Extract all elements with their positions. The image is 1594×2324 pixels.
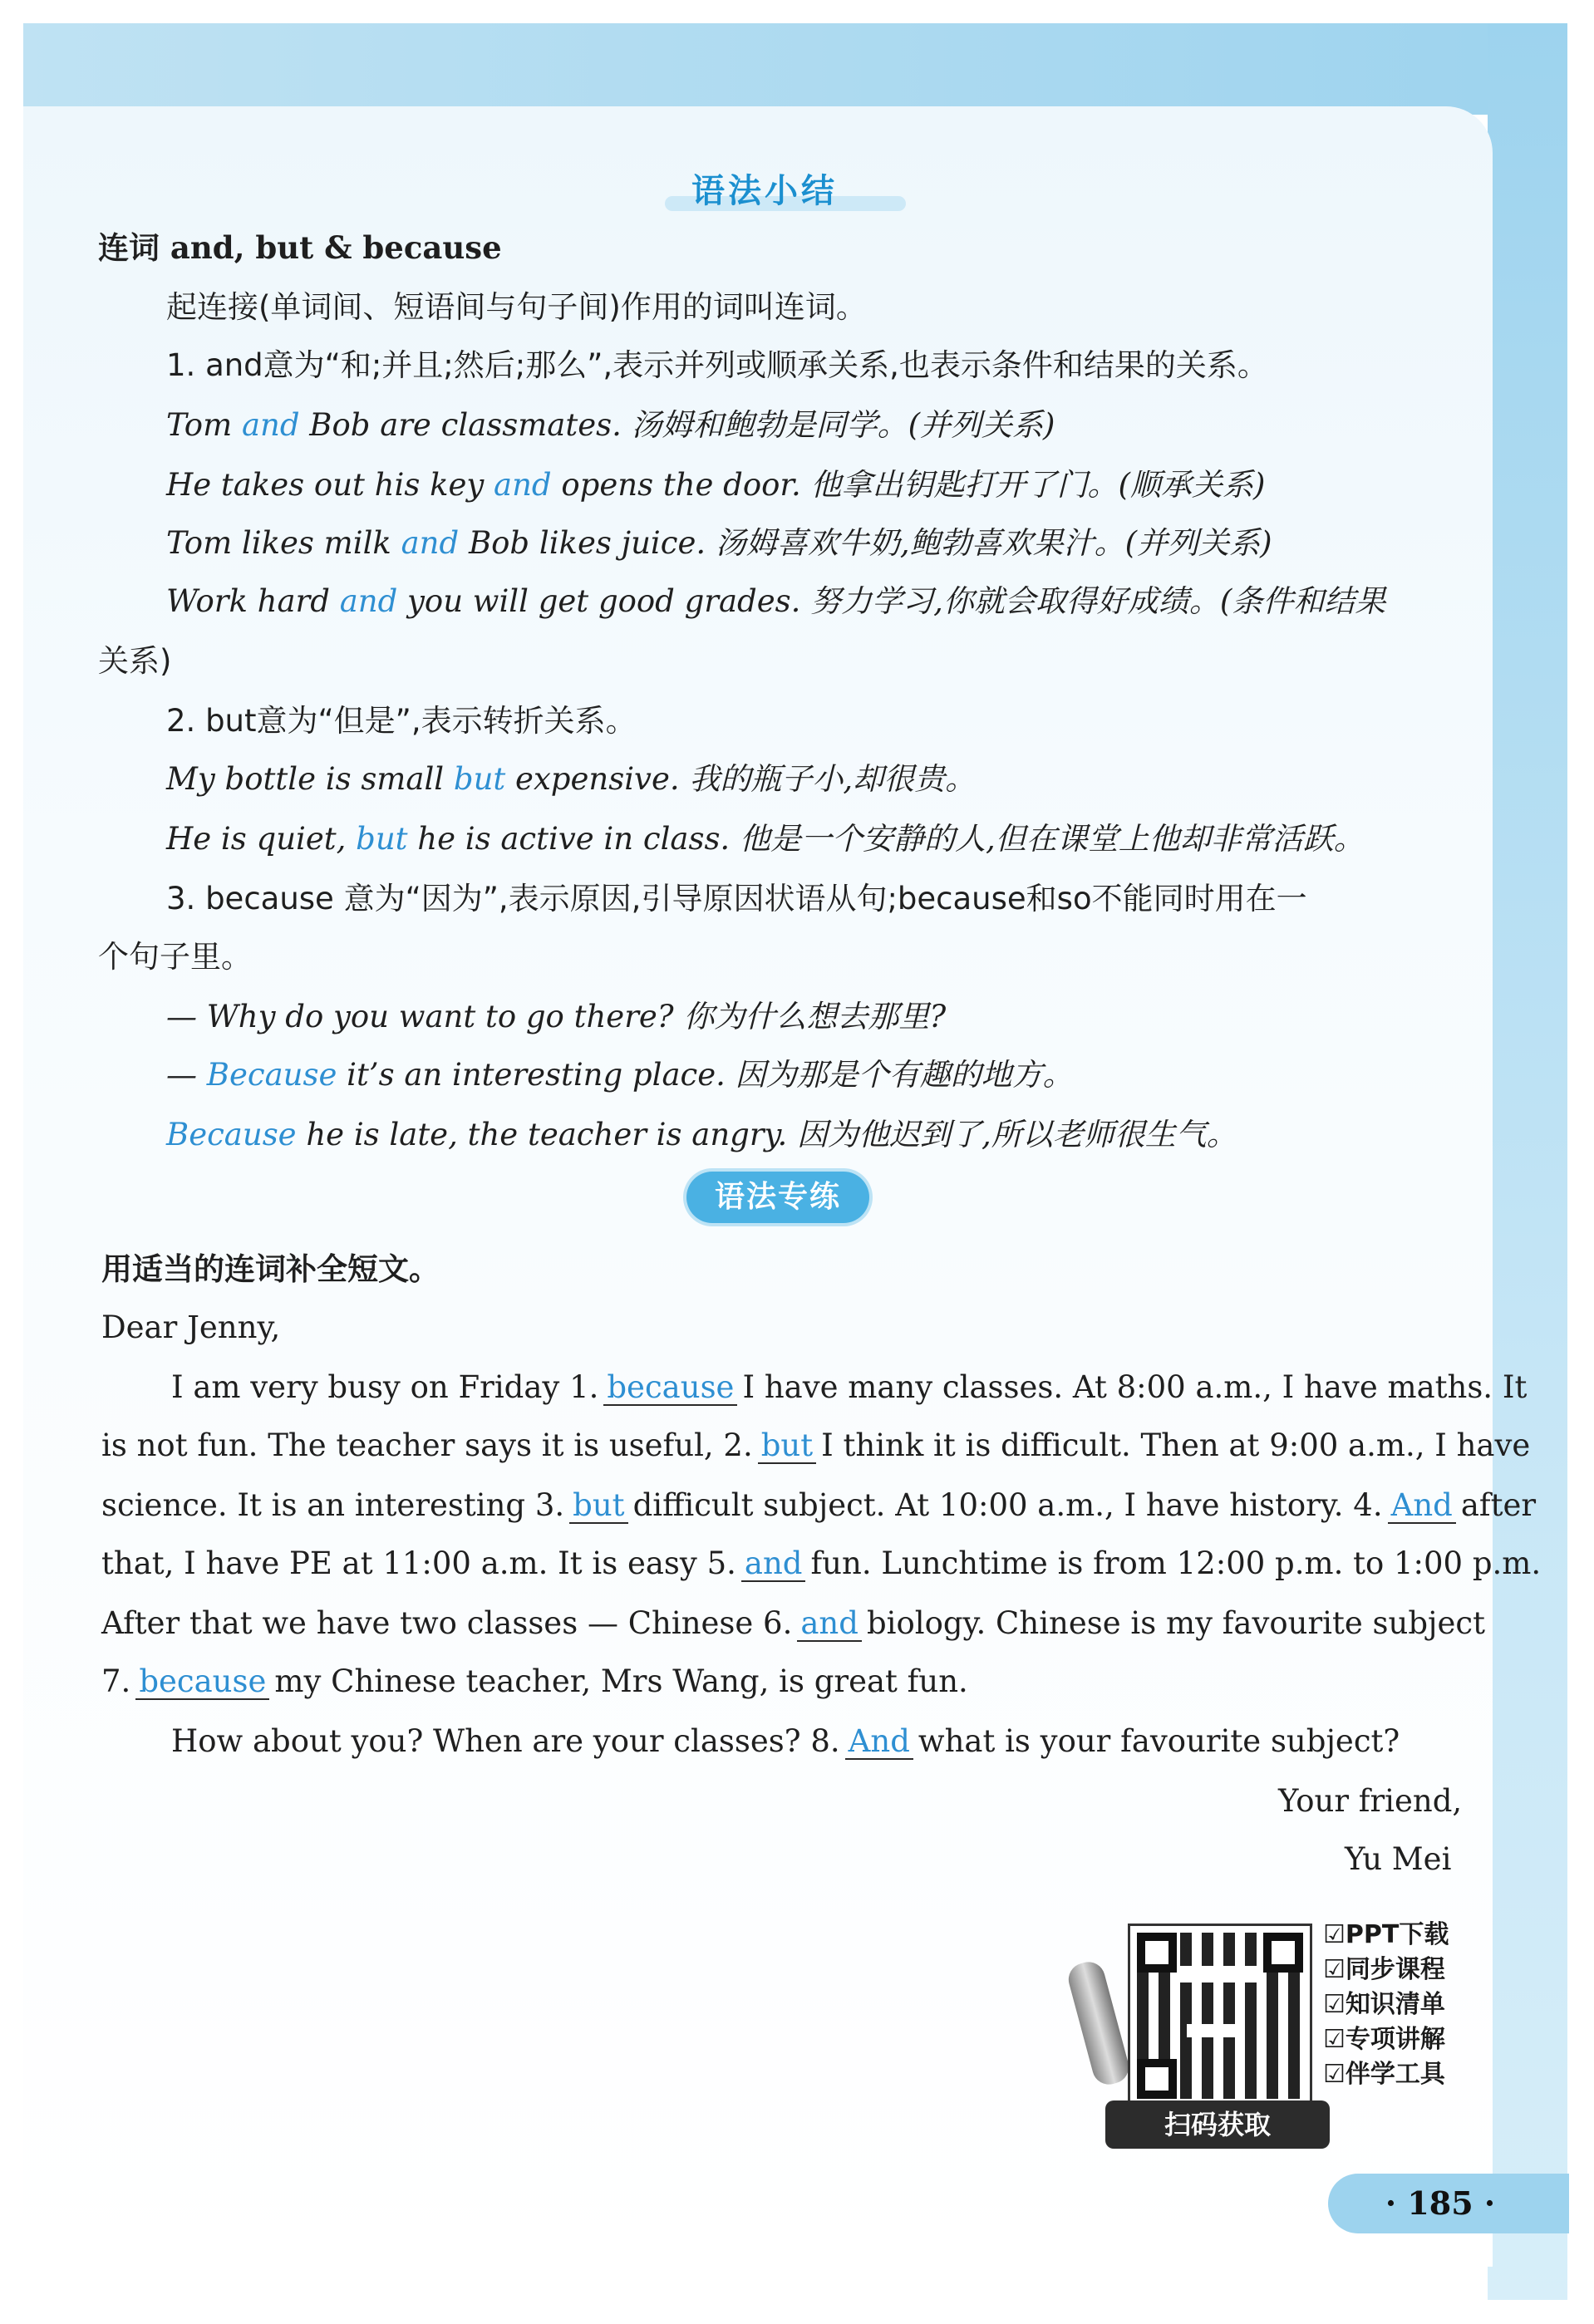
scan-to-get-button[interactable]: [1105, 2100, 1330, 2149]
letter-text: science. It is an interesting 3.: [101, 1487, 565, 1523]
answer-blank-1[interactable]: because: [603, 1371, 737, 1406]
answer-blank-5[interactable]: and: [741, 1547, 806, 1582]
feature-item: ☑知识清单: [1323, 1990, 1445, 2019]
example-keyword: but: [453, 761, 506, 797]
feature-item: ☑同步课程: [1323, 1955, 1445, 1984]
dialog-text: —: [166, 1057, 207, 1093]
answer-blank-8[interactable]: And: [845, 1725, 913, 1760]
letter-line: [171, 1368, 1527, 1408]
feature-item: ☑专项讲解: [1323, 2025, 1445, 2054]
example-text: he is active in class. 他是一个安静的人,但在课堂上他却非常活跃。: [407, 821, 1365, 857]
letter-line: [101, 1426, 1530, 1466]
feature-item: ☑PPT下载: [1323, 1920, 1449, 1949]
scan-label: 扫码获取: [1164, 2109, 1271, 2140]
example-text: My bottle is small: [166, 761, 454, 797]
example-keyword: and: [339, 583, 398, 619]
letter-text: is not fun. The teacher says it is useful, 2.: [101, 1427, 753, 1463]
intro-text: 起连接(单词间、短语间与句子间)作用的词叫连词。: [166, 289, 867, 325]
letter-line: [101, 1486, 1536, 1526]
example-keyword: and: [241, 407, 300, 443]
letter-text: I am very busy on Friday 1.: [171, 1369, 599, 1405]
answer-blank-3[interactable]: but: [569, 1489, 627, 1524]
letter-line: [101, 1544, 1541, 1584]
top-decoration-band: [23, 23, 1567, 115]
example-line: [166, 759, 976, 799]
letter-text: I have many classes. At 8:00 a.m., I have maths. It: [742, 1369, 1528, 1405]
example-line: [166, 1115, 1237, 1155]
example-text: Bob likes juice. 汤姆喜欢牛奶,鲍勃喜欢果汁。(并列关系): [459, 525, 1272, 561]
example-line: [166, 405, 1055, 445]
letter-closing: Your friend,: [1278, 1783, 1463, 1819]
example-keyword: Because: [206, 1057, 337, 1093]
letter-text: my Chinese teacher, Mrs Wang, is great fun.: [274, 1663, 968, 1699]
answer-blank-2[interactable]: but: [758, 1429, 816, 1464]
letter-text: what is your favourite subject?: [918, 1723, 1400, 1759]
example-keyword: Because: [166, 1117, 297, 1152]
dialog-line-1: — Why do you want to go there? 你为什么想去那里?: [166, 999, 947, 1034]
letter-text: after: [1460, 1487, 1537, 1523]
right-decoration-band: [1488, 23, 1567, 2300]
example-line: [166, 582, 1385, 622]
example-text: He takes out his key: [166, 467, 494, 503]
rule-2-text: 2. but意为“但是”,表示转折关系。: [166, 703, 637, 739]
letter-text: difficult subject. At 10:00 a.m., I have history. 4.: [632, 1487, 1383, 1523]
example-line: [166, 819, 1365, 859]
example-text: He is quiet,: [166, 821, 357, 857]
answer-blank-4[interactable]: And: [1388, 1489, 1456, 1524]
letter-signature: Yu Mei: [1345, 1841, 1452, 1877]
example-line: [166, 465, 1265, 505]
exercise-instruction: 用适当的连词补全短文。: [101, 1251, 440, 1287]
topic-label: 连词 and, but & because: [98, 229, 502, 266]
rule-3-wrap-text: 个句子里。: [98, 939, 252, 975]
letter-text: How about you? When are your classes? 8.: [171, 1723, 840, 1759]
example-text: opens the door. 他拿出钥匙打开了门。(顺承关系): [551, 467, 1266, 503]
page-number: · 185 ·: [1385, 2184, 1496, 2222]
example-keyword: and: [494, 467, 552, 503]
example-text: expensive. 我的瓶子小,却很贵。: [505, 761, 977, 797]
example-text: he is late, the teacher is angry. 因为他迟到了,所以老师很生气。: [296, 1117, 1237, 1152]
example-keyword: but: [356, 821, 408, 857]
rule-1-text: 1. and意为“和;并且;然后;那么”,表示并列或顺承关系,也表示条件和结果的关系。: [166, 347, 1268, 383]
letter-line: [171, 1722, 1400, 1761]
letter-line: [101, 1604, 1485, 1644]
letter-text: I think it is difficult. Then at 9:00 a.m., I have: [821, 1427, 1531, 1463]
answer-blank-7[interactable]: because: [135, 1665, 269, 1700]
dialog-line-2: [166, 1055, 1074, 1095]
example-text: Bob are classmates. 汤姆和鲍勃是同学。(并列关系): [299, 407, 1055, 443]
qr-code[interactable]: [1130, 1926, 1310, 2105]
letter-greeting: Dear Jenny,: [101, 1309, 281, 1345]
letter-text: biology. Chinese is my favourite subject: [866, 1605, 1485, 1641]
example-wrap-text: 关系): [98, 643, 172, 679]
letter-text: that, I have PE at 11:00 a.m. It is easy 5.: [101, 1545, 736, 1581]
example-text: Work hard: [166, 583, 340, 619]
letter-line: [101, 1662, 968, 1702]
section-title-grammar-practice: 语法专练: [686, 1172, 869, 1223]
feature-item: ☑伴学工具: [1323, 2060, 1445, 2089]
letter-text: After that we have two classes — Chinese 6.: [101, 1605, 793, 1641]
example-text: Tom: [166, 407, 242, 443]
dialog-text: it’s an interesting place. 因为那是个有趣的地方。: [337, 1057, 1074, 1093]
rule-3-text: 3. because 意为“因为”,表示原因,引导原因状语从句;because和so不能同时用在一: [166, 881, 1307, 916]
example-text: you will get good grades. 努力学习,你就会取得好成绩。(条件和结果: [397, 583, 1386, 619]
feature-check-list: [1323, 1918, 1449, 2092]
letter-text: 7.: [101, 1663, 131, 1699]
letter-text: fun. Lunchtime is from 12:00 p.m. to 1:00 p.m.: [810, 1545, 1542, 1581]
answer-blank-6[interactable]: and: [797, 1607, 862, 1642]
section-title-grammar-summary: 语法小结: [691, 172, 838, 210]
example-line: [166, 523, 1272, 563]
example-keyword: and: [401, 525, 460, 561]
example-text: Tom likes milk: [166, 525, 401, 561]
